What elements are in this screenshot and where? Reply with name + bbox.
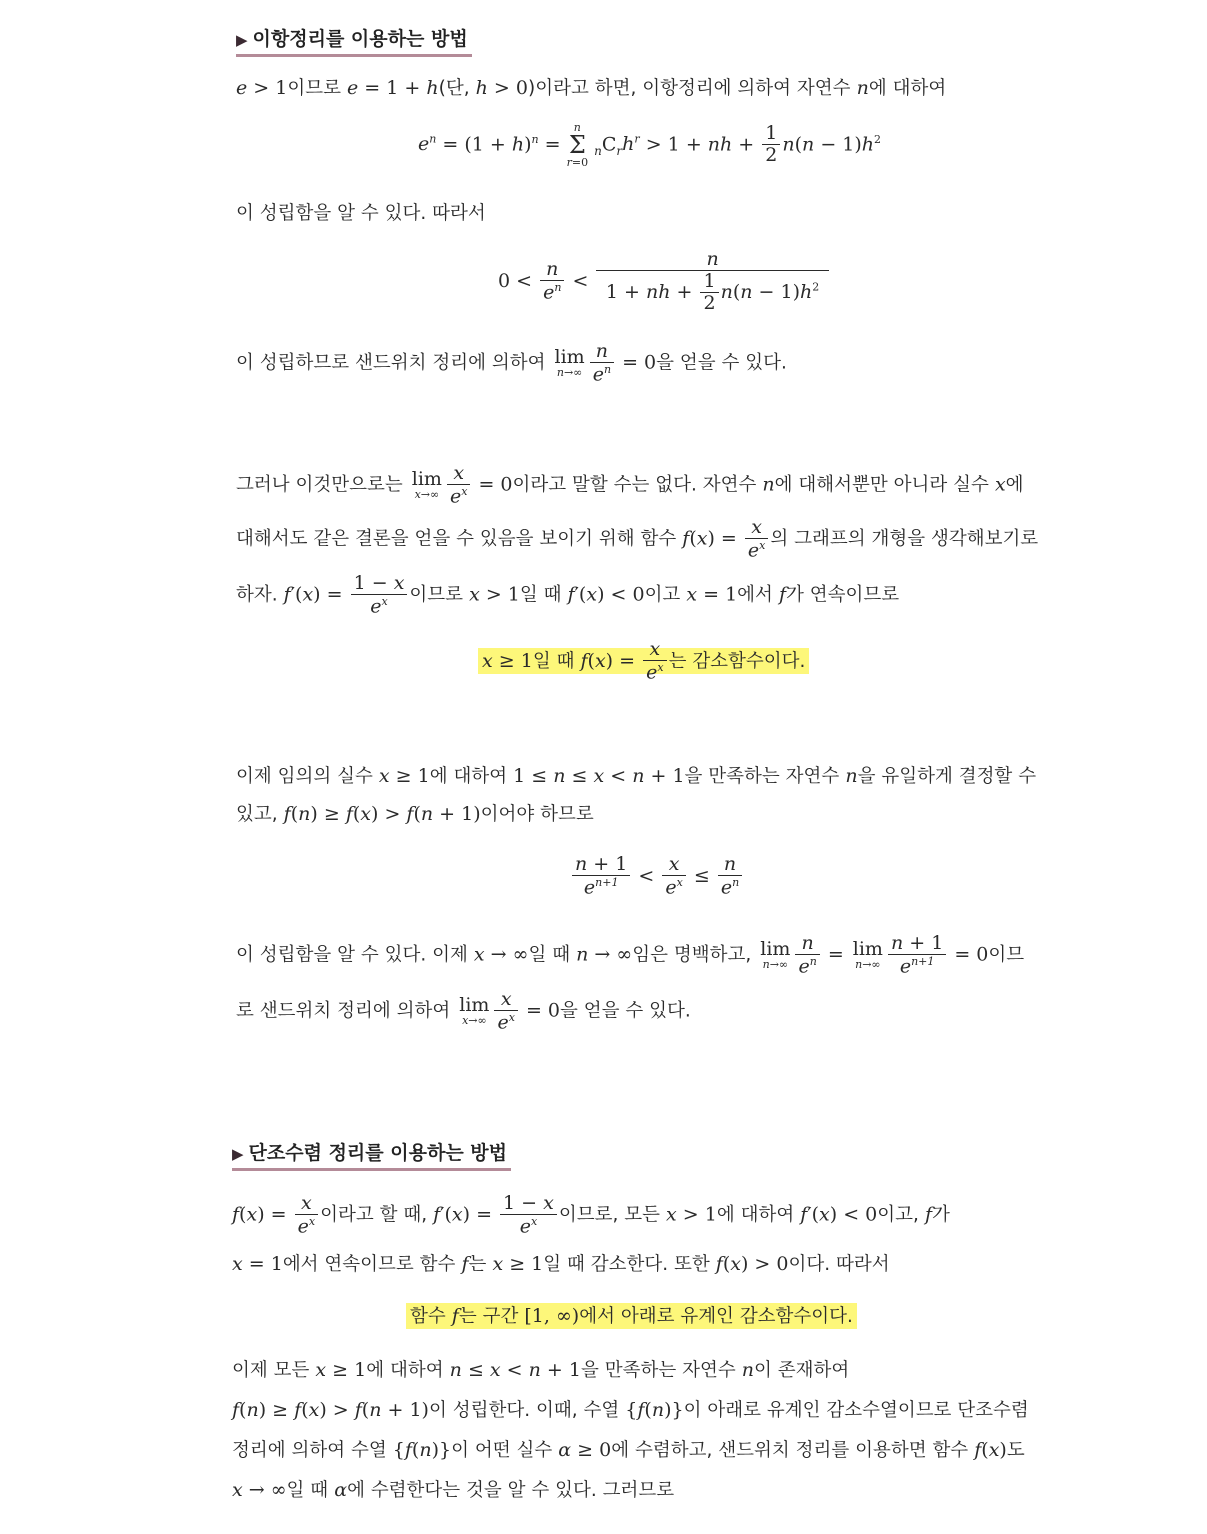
text: 도: [1006, 1440, 1025, 1461]
paragraph-line: 이 성립함을 알 수 있다. 이제 x → ∞일 때 n → ∞임은 명백하고, lim n→∞ $\frac{n}{e^n}$ = lim n→∞ $\frac{n + 1}{e^{n+1}}$ = 0이므: [236, 932, 1025, 978]
text: 있고,: [236, 804, 278, 825]
text: 가 연속이므로: [786, 584, 900, 606]
formula-inequality: 0 < $\frac{n}{e^n}$ < n 1 + nh + $\frac{1}{2}$ $n(n - 1)h^2$: [498, 250, 831, 314]
text: 는 구간: [458, 1306, 519, 1327]
paragraph-line: 이 성립함을 알 수 있다. 따라서: [236, 203, 486, 224]
text: 이제 임의의 실수: [236, 766, 373, 787]
text: 에서 아래로 유계인 감소함수이다.: [579, 1306, 853, 1327]
text: 에: [1005, 474, 1024, 496]
text: 이므로: [409, 584, 464, 606]
triangle-bullet-icon: ▶: [232, 1145, 244, 1163]
text: 함수: [410, 1306, 446, 1327]
section-title-monotone: [232, 1138, 511, 1171]
paragraph-line: 이 성립하므로 샌드위치 정리에 의하여 lim n→∞ $\frac{n}{e^n}$ = 0을 얻을 수 있다.: [236, 340, 787, 386]
text: 이어야 하므로: [480, 804, 594, 825]
text: 이고: [644, 584, 681, 606]
text: 이라고 말할 수는 없다. 자연수: [512, 474, 757, 496]
text: )이라고 하면, 이항정리에 의하여 자연수: [527, 78, 851, 99]
text: 이므로, 모든: [558, 1204, 660, 1226]
text: 임은 명백하고,: [632, 944, 752, 966]
text: 로 샌드위치 정리에 의하여: [236, 1000, 451, 1022]
text: 에서: [737, 584, 773, 606]
section-title-text: 이항정리를 이용하는 방법: [252, 28, 468, 50]
formula-squeeze: $\frac{n + 1}{e^{n+1}}$ < $\frac{x}{e^x}$ ≤ $\frac{n}{e^n}$: [570, 854, 744, 899]
text: 정리에 의하여 수열: [232, 1440, 387, 1461]
text: 는 감소함수이다.: [668, 650, 806, 672]
paragraph-line: 있고, f(n) ≥ f(x) > f(n + 1)이어야 하므로: [236, 803, 594, 825]
paragraph-line: e > 1이므로 e = 1 + h(단, h > 0)이라고 하면, 이항정리에 의하여 자연수 n에 대하여: [236, 77, 947, 99]
text: 가: [931, 1204, 950, 1226]
text: 을 얻을 수 있다.: [656, 352, 787, 374]
paragraph-line: x → ∞일 때 α에 수렴한다는 것을 알 수 있다. 그러므로: [232, 1479, 675, 1501]
text: 에 수렴하고, 샌드위치 정리를 이용하면 함수: [611, 1440, 969, 1461]
text: 의 그래프의 개형을 생각해보기로: [770, 528, 1039, 550]
highlight-statement: x ≥ 1일 때 f(x) = $\frac{x}{e^x}$ 는 감소함수이다.: [478, 640, 809, 683]
text: 일 때: [528, 944, 571, 966]
text: 에서 연속이므로 함수: [282, 1254, 456, 1275]
paragraph-line: 대해서도 같은 결론을 얻을 수 있음을 보이기 위해 함수 f(x) = $\frac{x}{e^x}$ 의 그래프의 개형을 생각해보기로: [236, 516, 1039, 562]
paragraph-line: f(n) ≥ f(x) > f(n + 1)이 성립한다. 이때, 수열 {f(n)}이 아래로 유계인 감소수열이므로 단조수렴: [232, 1399, 1029, 1421]
paragraph-line: 그러나 이것만으로는 lim x→∞ $\frac{x}{e^x}$ = 0이라고 말할 수는 없다. 자연수 n에 대해서뿐만 아니라 실수 x에: [236, 462, 1024, 508]
highlight-statement: 함수 f는 구간 [1, ∞)에서 아래로 유계인 감소함수이다.: [406, 1302, 857, 1331]
paragraph-line: 이제 모든 x ≥ 1에 대하여 n ≤ x < n + 1을 만족하는 자연수 n이 존재하여: [232, 1359, 850, 1381]
text: 는: [468, 1254, 487, 1275]
paragraph-line: 정리에 의하여 수열 {f(n)}이 어떤 실수 α ≥ 0에 수렴하고, 샌드위치 정리를 이용하면 함수 f(x)도: [232, 1439, 1025, 1461]
sum-symbol: n Σ r=0: [566, 121, 589, 170]
text: 이 존재하여: [754, 1360, 850, 1381]
triangle-bullet-icon: ▶: [236, 31, 248, 49]
text: 이므로: [287, 78, 341, 99]
text: 이 성립한다. 이때, 수열: [428, 1400, 620, 1421]
text: 이 아래로 유계인 감소수열이므로 단조수렴: [683, 1400, 1029, 1421]
paragraph-line: 로 샌드위치 정리에 의하여 lim x→∞ $\frac{x}{e^x}$ = 0을 얻을 수 있다.: [236, 988, 691, 1034]
text: 에 대하여: [429, 766, 508, 787]
text: 에 대해서뿐만 아니라 실수: [774, 474, 989, 496]
text: 이라고 할 때,: [320, 1204, 428, 1226]
text: 일 때 감소한다. 또한: [543, 1254, 710, 1275]
text: 대해서도 같은 결론을 얻을 수 있음을 보이기 위해 함수: [236, 528, 677, 550]
text: 그러나 이것만으로는: [236, 474, 403, 496]
text: (단,: [438, 78, 470, 99]
text: 하자.: [236, 584, 278, 606]
text: 이고,: [877, 1204, 919, 1226]
text: 에 대하여: [868, 78, 947, 99]
text: 이다. 따라서: [788, 1254, 890, 1275]
formula-binomial: $e^n = (1 + h)^n$ = n Σ r=0 $_nC_rh^r > 1$ + nh + $\frac{1}{2}$ $n(n - 1)h^2$: [418, 121, 882, 170]
text: 에 수렴한다는 것을 알 수 있다. 그러므로: [347, 1480, 675, 1501]
paragraph-line: x = 1에서 연속이므로 함수 f는 x ≥ 1일 때 감소한다. 또한 f(x) > 0이다. 따라서: [232, 1253, 890, 1275]
section-title-text: 단조수렴 정리를 이용하는 방법: [248, 1142, 507, 1164]
text: 일 때: [519, 584, 562, 606]
text: 이 성립함을 알 수 있다. 이제: [236, 944, 468, 966]
text: 을 얻을 수 있다.: [560, 1000, 691, 1022]
text: 에 대하여: [366, 1360, 444, 1381]
text: 이므: [988, 944, 1025, 966]
text: 이제 모든: [232, 1360, 310, 1381]
text: 을 만족하는 자연수: [684, 766, 840, 787]
section-title-binomial: [236, 24, 472, 57]
text: 을 유일하게 결정할 수: [857, 766, 1037, 787]
text: 에 대하여: [716, 1204, 795, 1226]
text: 일 때: [532, 650, 575, 672]
text: 일 때: [286, 1480, 329, 1501]
paragraph-line: 하자. f′(x) = $\frac{1 - x}{e^x}$ 이므로 x > 1일 때 f′(x) < 0이고 x = 1에서 f가 연속이므로: [236, 572, 900, 618]
text: 을 만족하는 자연수: [580, 1360, 736, 1381]
paragraph-line: 이제 임의의 실수 x ≥ 1에 대하여 1 ≤ n ≤ x < n + 1을 만족하는 자연수 n을 유일하게 결정할 수: [236, 765, 1037, 787]
paragraph-line: f(x) = $\frac{x}{e^x}$ 이라고 할 때, f′(x) = $\frac{1 - x}{e^x}$ 이므로, 모든 x > 1에 대하여 f′(x) < 0이고, f가: [232, 1192, 950, 1238]
text: 이 성립하므로 샌드위치 정리에 의하여: [236, 352, 546, 374]
text: 이 어떤 실수: [451, 1440, 553, 1461]
